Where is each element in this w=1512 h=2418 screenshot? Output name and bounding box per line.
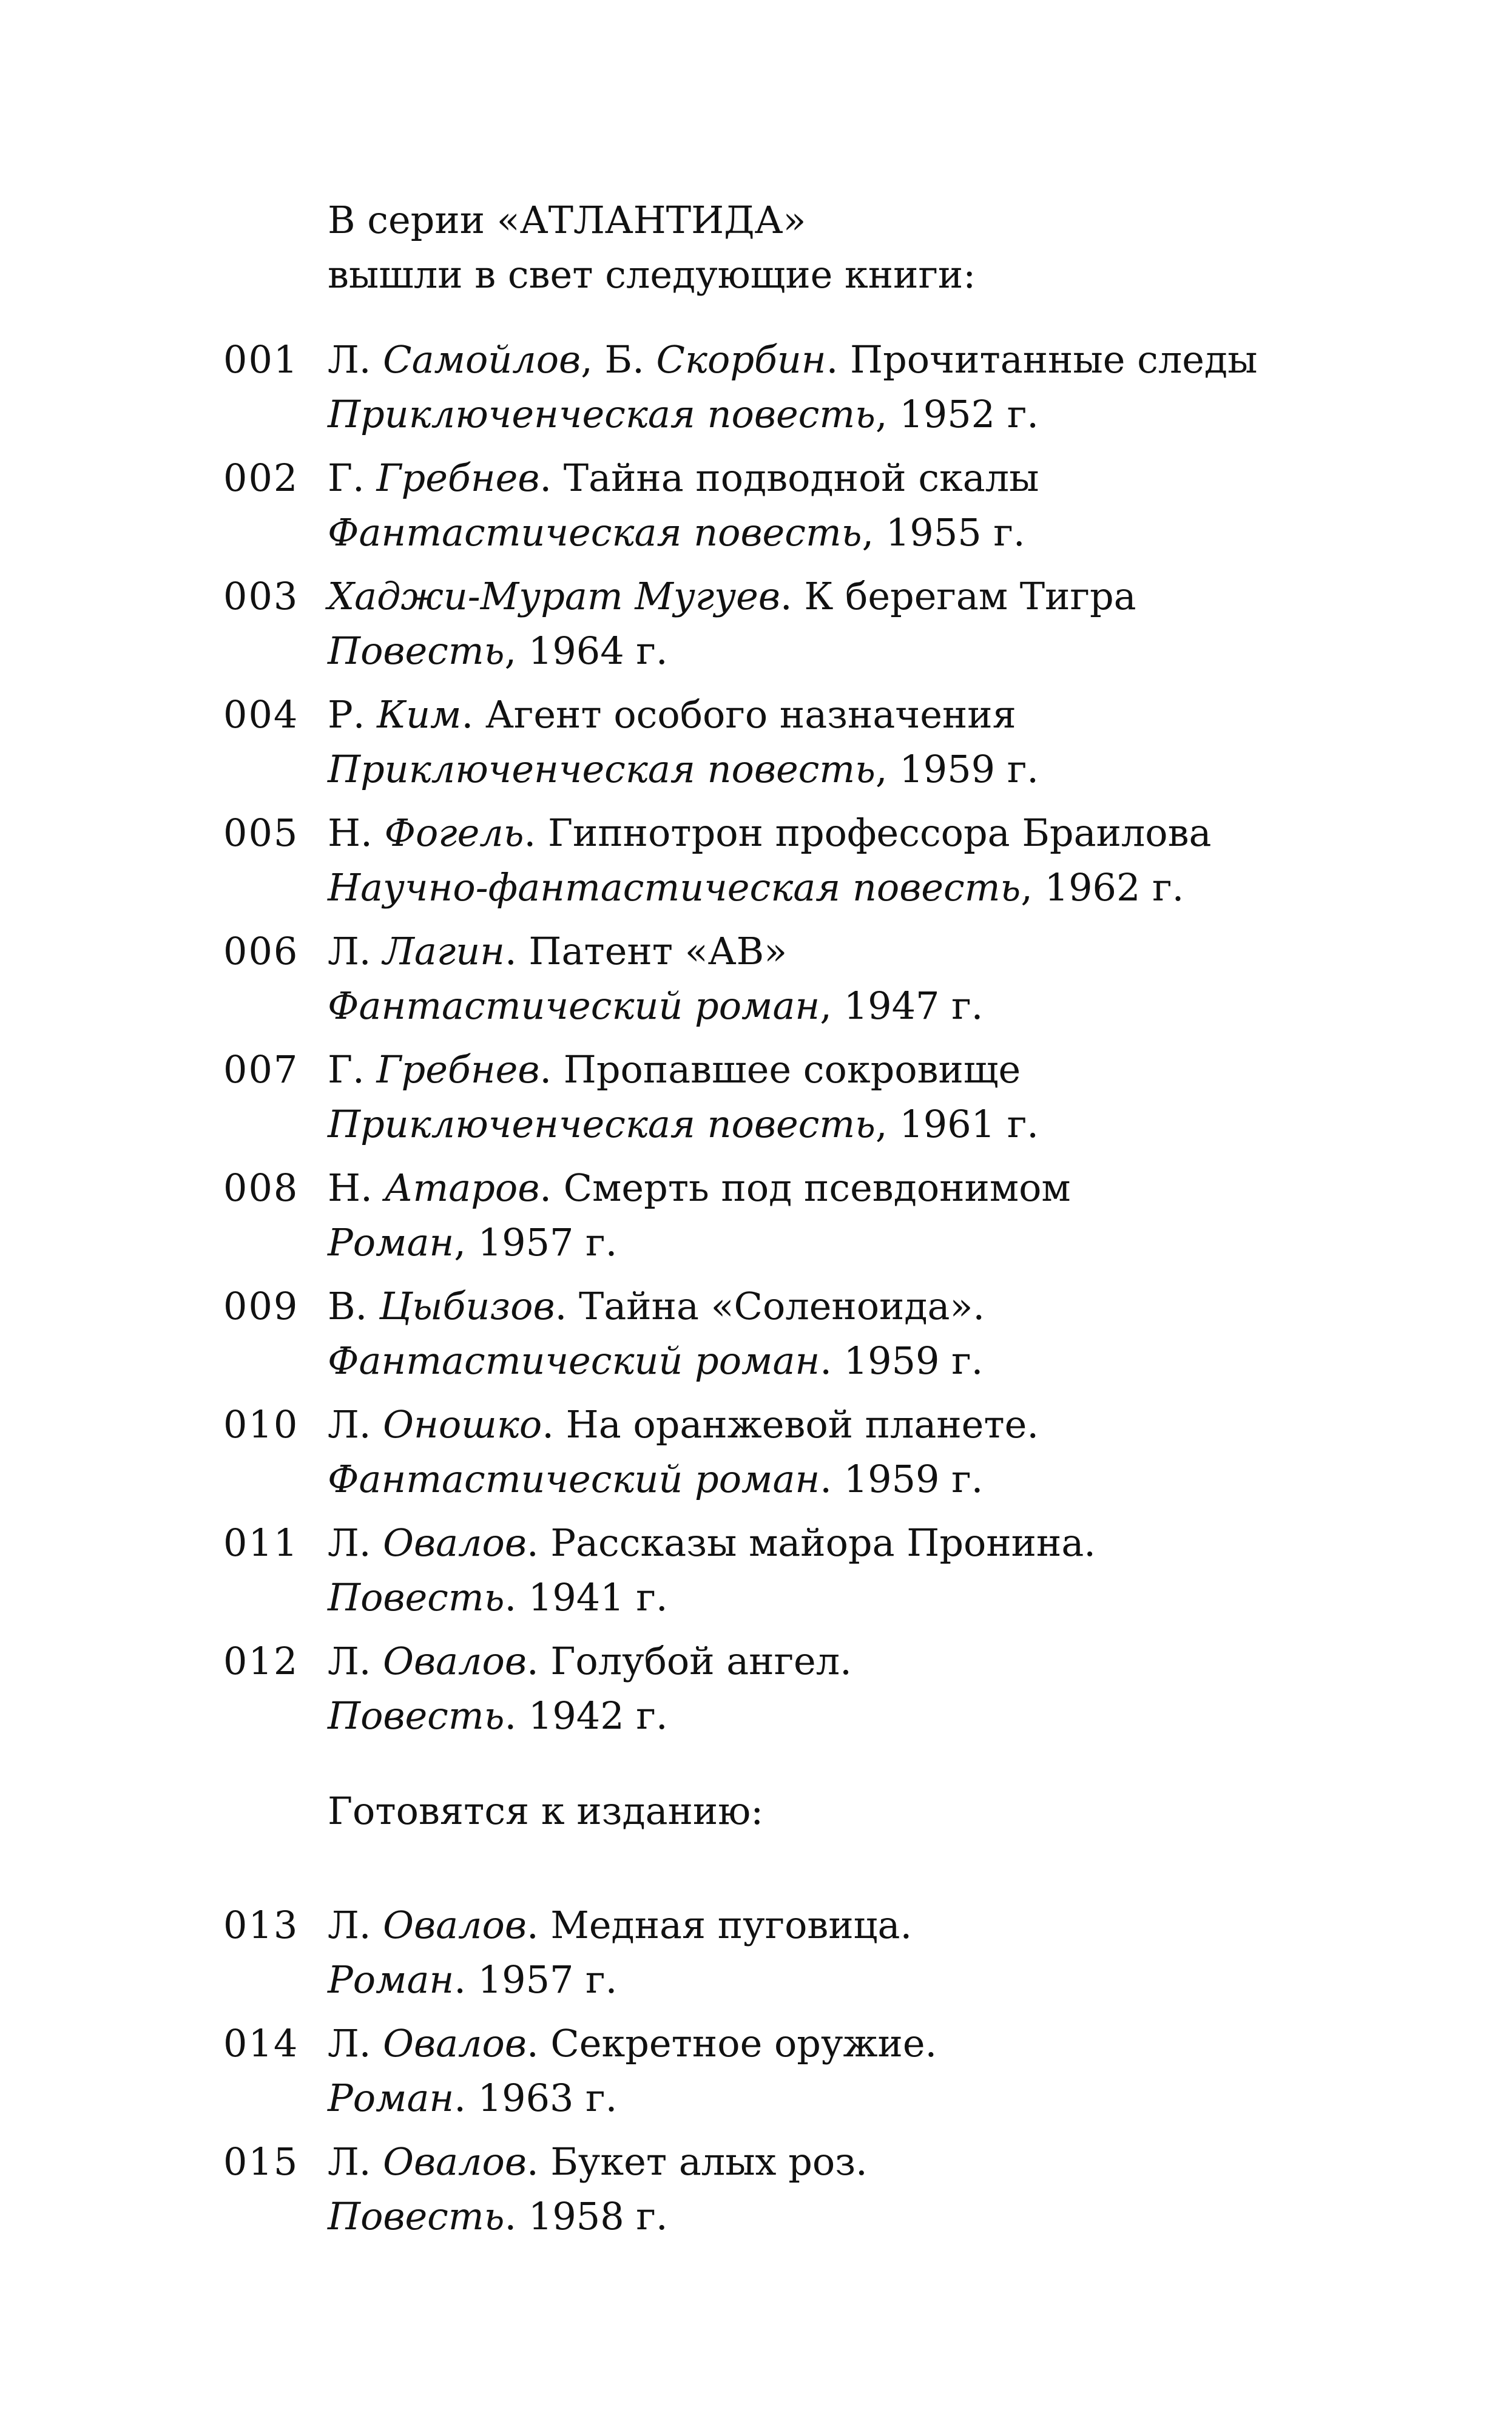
book-genre: Приключенческая повесть [328, 1102, 876, 1146]
book-year: , 1947 г. [820, 984, 984, 1028]
book-title: . Секретное оружие. [526, 2021, 937, 2065]
book-title: . Агент особого назначения [461, 692, 1016, 737]
book-genre-year-line [328, 860, 1184, 915]
book-number: 007 [223, 1047, 299, 1092]
book-author-title-line [328, 333, 1257, 387]
book-number: 015 [223, 2139, 299, 2184]
book-title: . На оранжевой планете. [542, 1402, 1039, 1447]
author-surname: Гребнев [376, 456, 540, 500]
book-genre-year-line [328, 624, 668, 678]
book-title: . Прочитанные следы [826, 337, 1258, 382]
book-genre: Роман [328, 2076, 454, 2120]
book-number: 013 [223, 1903, 299, 1947]
author-initials: Л. [328, 337, 383, 382]
series-intro [328, 193, 976, 302]
book-year: . 1941 г. [504, 1575, 668, 1619]
author-surname: Овалов [383, 1639, 527, 1683]
book-title: . Патент «АВ» [504, 929, 788, 973]
book-author-title-line [328, 687, 1016, 742]
book-genre: Фантастическая повесть [328, 510, 862, 555]
book-entry [0, 924, 1512, 1033]
book-year: . 1942 г. [504, 1694, 668, 1738]
book-number: 010 [223, 1402, 299, 1447]
book-number: 008 [223, 1166, 299, 1210]
book-entry [0, 569, 1512, 678]
book-year: , 1961 г. [875, 1102, 1039, 1146]
book-author-title-line [328, 451, 1039, 505]
book-genre-year-line [328, 1953, 617, 2007]
upcoming-heading: Готовятся к изданию: [328, 1789, 764, 1833]
book-genre-year-line [328, 1570, 668, 1625]
book-genre: Научно-фантастическая повесть [328, 865, 1021, 910]
book-year: , 1957 г. [454, 1220, 618, 1265]
book-author-title-line [328, 806, 1211, 860]
book-number: 011 [223, 1521, 299, 1565]
book-entry [0, 333, 1512, 442]
book-number: 012 [223, 1639, 299, 1683]
author-surname: Цыбизов [379, 1284, 555, 1328]
book-entry [0, 1516, 1512, 1625]
book-number: 001 [223, 337, 299, 382]
book-genre: Приключенческая повесть [328, 392, 876, 436]
book-author-title-line [328, 1397, 1039, 1452]
book-author-title-line [328, 1042, 1021, 1097]
book-author-title-line [328, 2135, 868, 2189]
book-year: , 1959 г. [875, 747, 1039, 791]
author-surname-second: Скорбин [656, 337, 826, 382]
book-title: . Букет алых роз. [526, 2139, 868, 2184]
author-initials: Л. [328, 1521, 383, 1565]
book-title: . Медная пуговица. [526, 1903, 913, 1947]
author-surname: Хаджи-Мурат [328, 574, 623, 618]
book-author-title-line [328, 1516, 1096, 1570]
author-surname-second: Мугуев [635, 574, 780, 618]
book-year: , 1952 г. [875, 392, 1039, 436]
series-intro-line-2: вышли в свет следующие книги: [328, 252, 976, 297]
book-genre: Фантастический роман [328, 1457, 820, 1501]
series-intro-line-1: В серии «АТЛАНТИДА» [328, 198, 806, 242]
book-genre: Фантастический роман [328, 984, 820, 1028]
book-entry [0, 2135, 1512, 2244]
book-genre: Роман [328, 1220, 454, 1265]
author-initials: Р. [328, 692, 377, 737]
author-initials: Н. [328, 1166, 385, 1210]
author-surname: Фогель [384, 811, 524, 855]
book-title: . Рассказы майора Пронина. [526, 1521, 1096, 1565]
book-author-title-line [328, 1634, 852, 1689]
book-author-title-line [328, 1898, 912, 1953]
author-initials: Л. [328, 1402, 383, 1447]
book-number: 005 [223, 811, 299, 855]
book-entry [0, 1042, 1512, 1152]
author-initials: Л. [328, 2021, 383, 2065]
book-genre-year-line [328, 1097, 1039, 1152]
author-initials: В. [328, 1284, 379, 1328]
author-surname: Ким [377, 692, 462, 737]
book-entry [0, 451, 1512, 560]
book-genre-year-line [328, 505, 1025, 560]
book-entry [0, 806, 1512, 915]
author-initials: Л. [328, 2139, 383, 2184]
book-year: . 1959 г. [820, 1339, 984, 1383]
book-genre: Повесть [328, 1575, 505, 1619]
book-genre: Приключенческая повесть [328, 747, 876, 791]
book-entry [0, 1898, 1512, 2007]
book-genre: Повесть [328, 629, 505, 673]
book-genre-year-line [328, 1689, 668, 1743]
author-separator [623, 574, 635, 618]
author-surname: Овалов [383, 2021, 527, 2065]
author-surname: Овалов [383, 1521, 527, 1565]
book-year: , 1962 г. [1021, 865, 1184, 910]
book-genre: Роман [328, 1957, 454, 2002]
book-author-title-line [328, 2016, 937, 2071]
book-author-title-line [328, 569, 1136, 624]
book-genre-year-line [328, 2071, 617, 2126]
book-year: . 1958 г. [504, 2194, 668, 2238]
book-genre-year-line [328, 2189, 668, 2244]
book-title: . Смерть под псевдонимом [539, 1166, 1071, 1210]
book-genre-year-line [328, 387, 1039, 442]
book-title: . Тайна «Соленоида». [555, 1284, 985, 1328]
author-initials: Л. [328, 929, 383, 973]
book-genre: Фантастический роман [328, 1339, 820, 1383]
book-year: . 1963 г. [454, 2076, 618, 2120]
book-genre-year-line [328, 1452, 983, 1507]
book-title: . Голубой ангел. [526, 1639, 852, 1683]
book-author-title-line [328, 924, 787, 979]
author-initials: Л. [328, 1639, 383, 1683]
book-entry [0, 1279, 1512, 1388]
book-number: 006 [223, 929, 299, 973]
author-surname: Гребнев [376, 1047, 540, 1092]
author-initials: Г. [328, 456, 377, 500]
author-surname: Самойлов [383, 337, 581, 382]
book-year: , 1964 г. [504, 629, 668, 673]
author-surname: Овалов [383, 2139, 527, 2184]
author-initials: Г. [328, 1047, 377, 1092]
book-title: . К берегам Тигра [780, 574, 1136, 618]
book-genre-year-line [328, 1334, 983, 1388]
book-number: 004 [223, 692, 299, 737]
book-number: 002 [223, 456, 299, 500]
book-title: . Пропавшее сокровище [539, 1047, 1021, 1092]
book-genre: Повесть [328, 2194, 505, 2238]
book-entry [0, 1161, 1512, 1270]
author-surname: Овалов [383, 1903, 527, 1947]
author-surname: Лагин [383, 929, 505, 973]
book-title: . Тайна подводной скалы [539, 456, 1039, 500]
book-number: 014 [223, 2021, 299, 2065]
book-genre-year-line [328, 979, 983, 1033]
book-entry [0, 1397, 1512, 1507]
author-initials: Л. [328, 1903, 383, 1947]
book-number: 009 [223, 1284, 299, 1328]
book-title: . Гипнотрон профессора Браилова [524, 811, 1212, 855]
book-number: 003 [223, 574, 299, 618]
book-author-title-line [328, 1161, 1071, 1215]
book-year: . 1957 г. [454, 1957, 618, 2002]
book-year: . 1959 г. [820, 1457, 984, 1501]
book-author-title-line [328, 1279, 985, 1334]
author-separator: , Б. [581, 337, 656, 382]
book-entry [0, 1634, 1512, 1743]
author-initials: Н. [328, 811, 385, 855]
book-genre-year-line [328, 742, 1039, 797]
author-surname: Оношко [383, 1402, 542, 1447]
book-entry [0, 2016, 1512, 2126]
author-surname: Атаров [384, 1166, 540, 1210]
book-year: , 1955 г. [862, 510, 1025, 555]
book-genre-year-line [328, 1215, 617, 1270]
book-entry [0, 687, 1512, 797]
book-genre: Повесть [328, 1694, 505, 1738]
